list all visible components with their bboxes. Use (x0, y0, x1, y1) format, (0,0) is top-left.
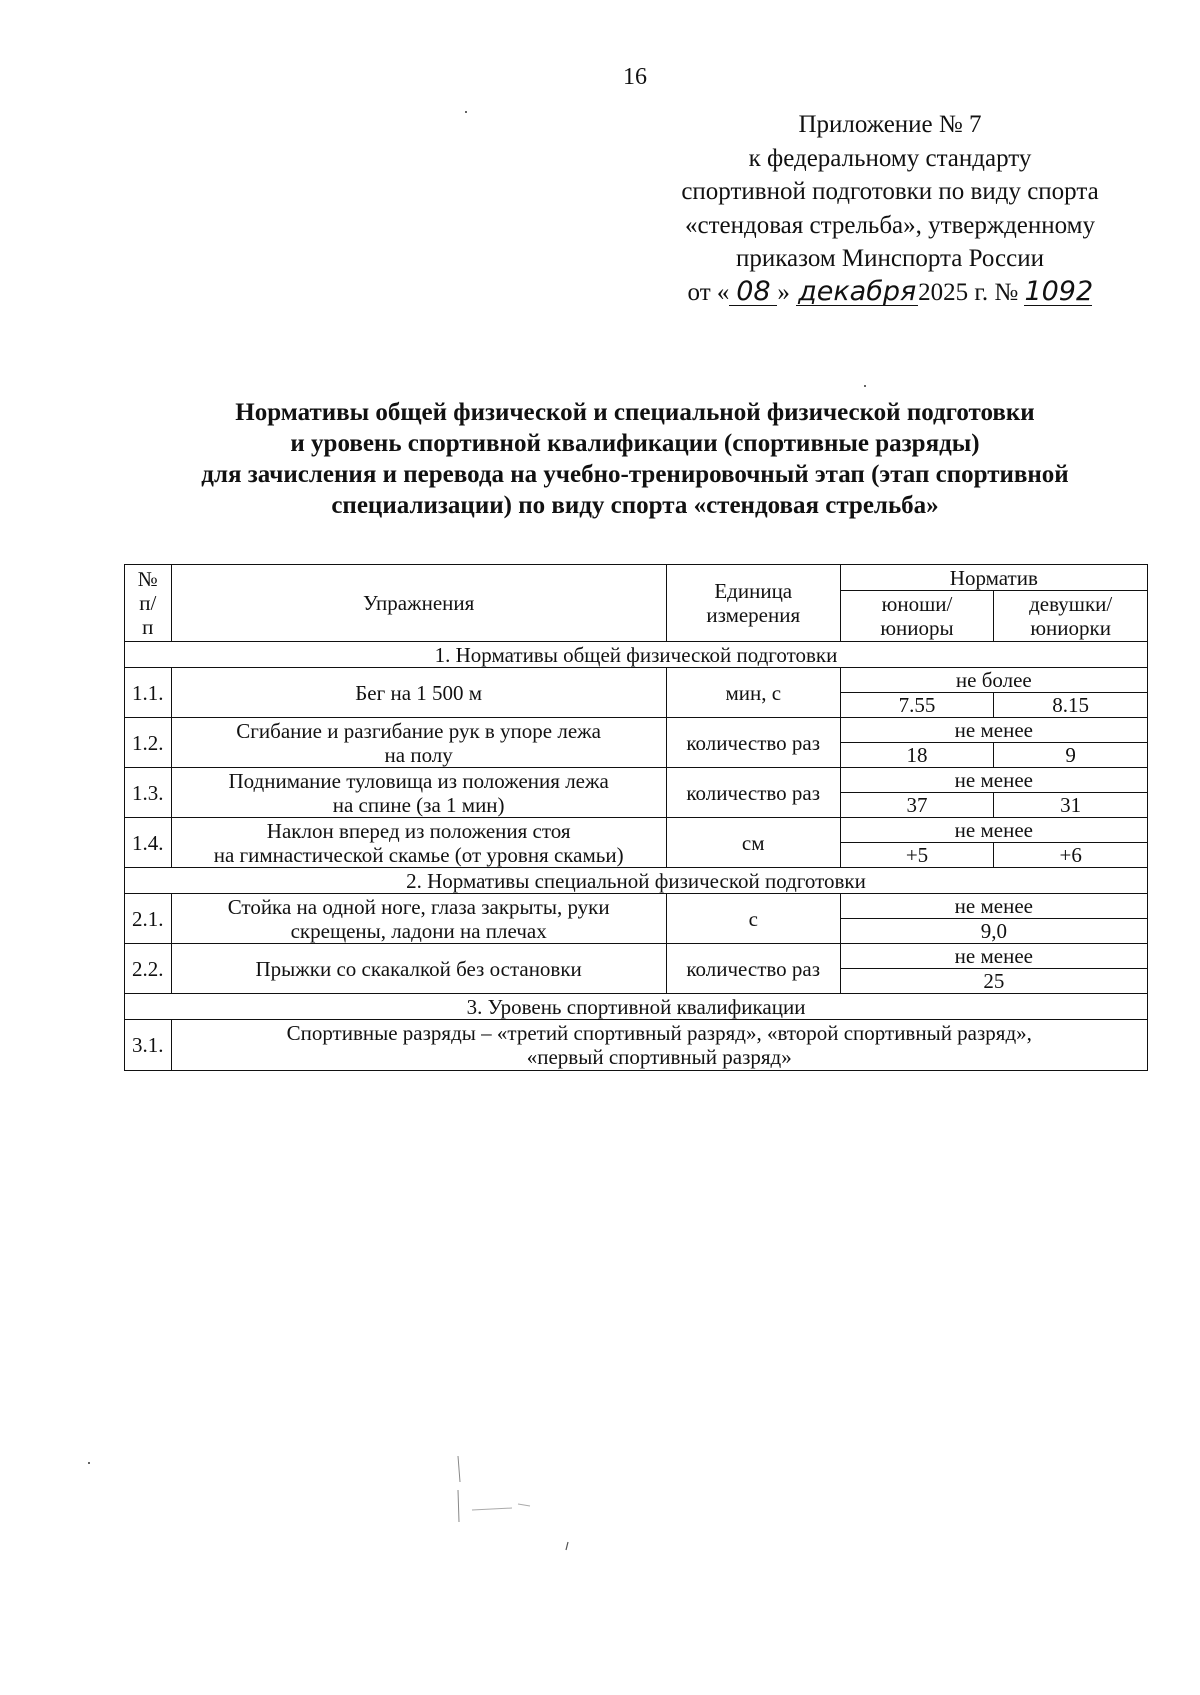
row-exercise (171, 818, 666, 868)
row-exercise-line: на гимнастической скамье (от уровня скамьи) (213, 842, 624, 867)
table-row (125, 668, 1148, 693)
row-num: 1.3. (125, 768, 172, 818)
section-title: 3. Уровень спортивной квалификации (125, 994, 1148, 1020)
row-num: 2.1. (125, 894, 172, 944)
table-row (125, 718, 1148, 743)
row-exercise-line: Наклон вперед из положения стоя (266, 818, 571, 843)
row-exercise (171, 894, 666, 944)
row-exercise (171, 718, 666, 768)
row-exercise: Прыжки со скакалкой без остановки (171, 944, 666, 994)
document-title (100, 397, 1170, 521)
row-value-girls: 31 (994, 793, 1148, 818)
appendix-line-3: спортивной подготовки по виду спорта (681, 178, 1099, 205)
appendix-line-1: Приложение № 7 (798, 111, 982, 138)
table-row (125, 1020, 1148, 1071)
table-row (125, 818, 1148, 843)
row-exercise (171, 768, 666, 818)
row-value-boys: 37 (840, 793, 994, 818)
title-line-4: специализации) по виду спорта «стендовая стрельба» (331, 492, 939, 519)
handwritten-month: декабря (798, 275, 917, 307)
row-exercise-line: скрещены, ладони на плечах (290, 918, 547, 943)
row-value-common: 25 (840, 969, 1147, 994)
title-line-3: для зачисления и перевода на учебно-тренировочный этап (этап спортивной (201, 461, 1069, 488)
title-line-2: и уровень спортивной квалификации (спортивные разряды) (290, 430, 980, 457)
row-value-girls: 8.15 (994, 693, 1148, 718)
header-boys: юноши/ юниоры (840, 591, 994, 642)
row-unit: количество раз (666, 718, 840, 768)
row-exercise-line: «первый спортивный разряд» (526, 1045, 792, 1069)
section-row (125, 994, 1148, 1020)
section-row (125, 642, 1148, 668)
norms-table (124, 564, 1148, 1071)
header-unit: Единица измерения (666, 565, 840, 642)
date-prefix: от « (687, 278, 730, 306)
row-exercise-line: Сгибание и разгибание рук в упоре лежа (236, 718, 601, 743)
row-exercise-line: на спине (за 1 мин) (332, 792, 505, 817)
row-num: 1.1. (125, 668, 172, 718)
row-unit: см (666, 818, 840, 868)
header-row (125, 565, 1148, 591)
date-day-close: » (777, 278, 790, 306)
row-value-boys: +5 (840, 843, 994, 868)
header-norm: Норматив (840, 565, 1147, 591)
row-value-girls: +6 (994, 843, 1148, 868)
row-exercise-line: Стойка на одной ноге, глаза закрыты, руки (227, 894, 610, 919)
row-condition: не менее (840, 944, 1147, 969)
row-exercise-line: на полу (384, 742, 453, 767)
appendix-date-line (640, 276, 1140, 310)
scan-speck (864, 385, 866, 387)
row-condition: не менее (840, 818, 1147, 843)
appendix-block (640, 108, 1140, 309)
row-value-boys: 7.55 (840, 693, 994, 718)
handwritten-day: 08 (729, 279, 777, 306)
appendix-line-4: «стендовая стрельба», утвержденному (684, 211, 1096, 239)
table-row (125, 768, 1148, 793)
title-line-1: Нормативы общей физической и специальной физической подготовки (235, 399, 1035, 426)
row-unit: количество раз (666, 768, 840, 818)
row-exercise (171, 1020, 1148, 1071)
date-year: 2025 г. № (918, 278, 1019, 306)
header-num: № п/п (125, 565, 172, 642)
scan-artifact-marks (452, 1452, 572, 1552)
row-condition: не более (840, 668, 1147, 693)
table-row (125, 894, 1148, 919)
section-title: 1. Нормативы общей физической подготовки (125, 642, 1148, 668)
row-num: 1.2. (125, 718, 172, 768)
row-unit: мин, с (666, 668, 840, 718)
section-row (125, 868, 1148, 894)
row-num: 3.1. (125, 1020, 172, 1071)
row-value-common: 9,0 (840, 919, 1147, 944)
row-exercise-line: Поднимание туловища из положения лежа (228, 768, 609, 793)
appendix-line-5: приказом Минспорта России (735, 245, 1044, 272)
row-value-girls: 9 (994, 743, 1148, 768)
row-exercise: Бег на 1 500 м (171, 668, 666, 718)
row-unit: количество раз (666, 944, 840, 994)
row-num: 2.2. (125, 944, 172, 994)
row-num: 1.4. (125, 818, 172, 868)
row-condition: не менее (840, 894, 1147, 919)
header-exercise: Упражнения (171, 565, 666, 642)
page-number: 16 (623, 64, 647, 90)
row-condition: не менее (840, 768, 1147, 793)
row-exercise-line: Спортивные разряды – «третий спортивный разряд», «второй спортивный разряд», (286, 1021, 1032, 1045)
header-girls: девушки/ юниорки (994, 591, 1148, 642)
appendix-line-2: к федеральному стандарту (748, 144, 1032, 172)
handwritten-order-number: 1092 (1024, 275, 1094, 307)
row-condition: не менее (840, 718, 1147, 743)
section-title: 2. Нормативы специальной физической подготовки (125, 868, 1148, 894)
scan-speck (88, 1462, 90, 1464)
scan-speck (465, 111, 467, 113)
row-value-boys: 18 (840, 743, 994, 768)
table-row (125, 944, 1148, 969)
row-unit: с (666, 894, 840, 944)
